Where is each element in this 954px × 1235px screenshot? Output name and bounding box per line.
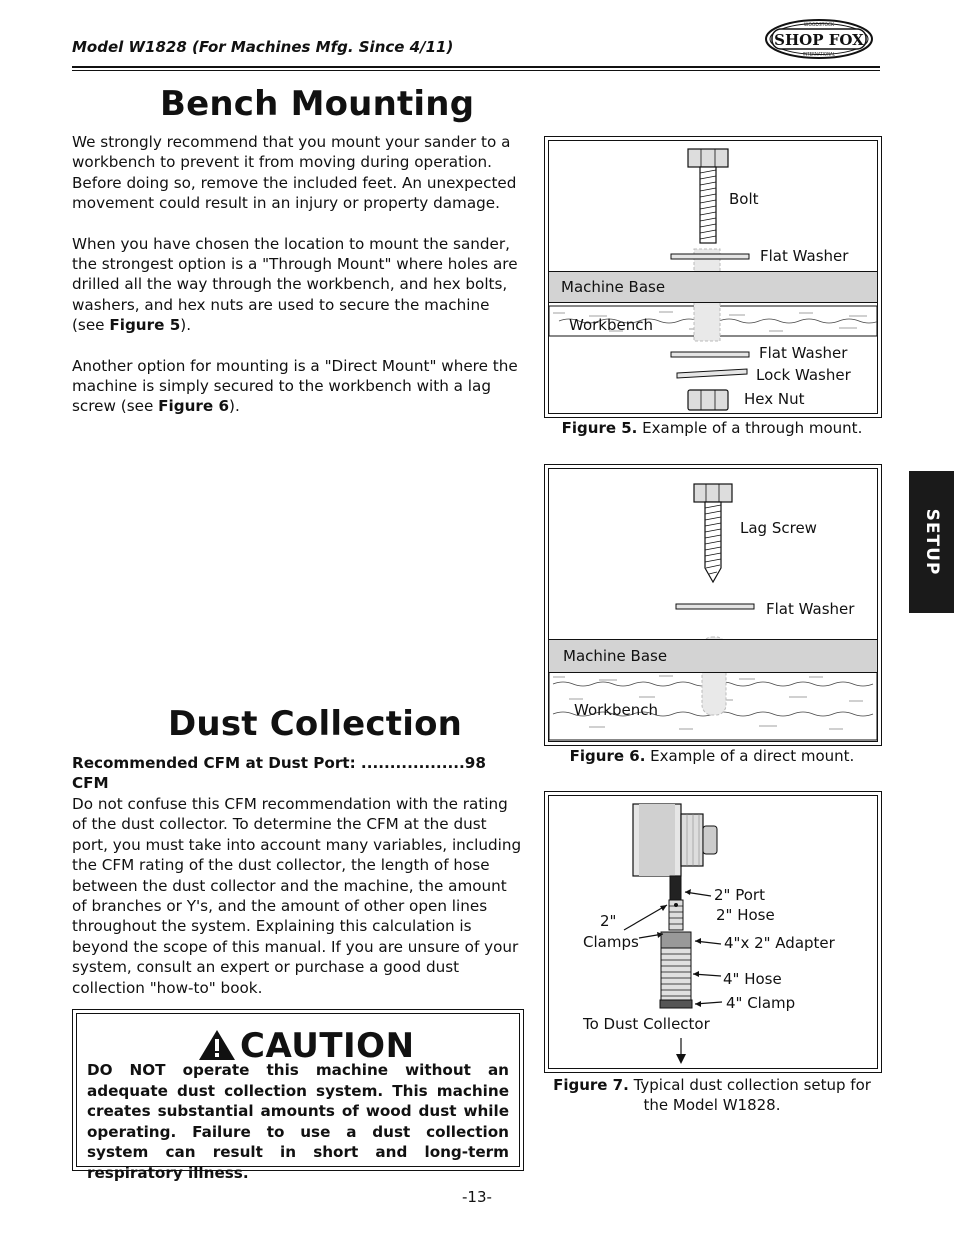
page-number: -13- (462, 1188, 492, 1206)
figure-6-caption: Figure 6. Example of a direct mount. (569, 747, 855, 765)
fig7-label-to-dust-collector: To Dust Collector (583, 1015, 710, 1033)
fig5-label-lock-washer: Lock Washer (756, 366, 851, 384)
bench-para-3: Another option for mounting is a "Direct Mount" where the machine is simply secured to the workbench with a lag screw (see Figure 6). (72, 356, 518, 416)
fig5-label-workbench: Workbench (569, 316, 653, 334)
figure-6-direct-mount (544, 464, 882, 746)
fig7-label-2in-hose: 2" Hose (716, 906, 775, 924)
fig7-label-2in-clamps-b: Clamps (583, 933, 639, 951)
figure-7-dust-setup (544, 791, 882, 1073)
bench-para-2: When you have chosen the location to mount the sander, the strongest option is a "Through Mount" where holes are drilled all the way through the workbench, and hex bolts, washers, and hex nuts are used to secure the machine (see Figure 5). (72, 234, 518, 335)
figure-6-reference: Figure 6 (158, 397, 230, 416)
header-model: Model W1828 (For Machines Mfg. Since 4/11) (72, 38, 454, 56)
figure-5-caption: Figure 5. Example of a through mount. (561, 419, 863, 437)
fig7-label-4in-clamp: 4" Clamp (726, 994, 796, 1012)
fig6-label-workbench: Workbench (574, 701, 658, 719)
header-rule (72, 66, 880, 68)
fig7-label-4in-hose: 4" Hose (723, 970, 782, 988)
fig6-label-lag-screw: Lag Screw (740, 519, 817, 537)
fig5-label-hex-nut: Hex Nut (744, 390, 805, 408)
caution-title: CAUTION (240, 1026, 415, 1066)
bench-para-1: We strongly recommend that you mount your sander to a workbench to prevent it from moving during operation. Before doing so, remove the included feet. An unexpected movement could result in an injury or property damage. (72, 133, 517, 213)
logo-small-bottom: INTERNATIONAL (802, 51, 836, 57)
fig6-label-machine-base: Machine Base (563, 647, 668, 665)
section-tab-label: SETUP (921, 508, 942, 576)
bench-mounting-body (72, 132, 526, 417)
fig5-label-flat-washer-bottom: Flat Washer (759, 344, 848, 362)
dust-collection-paragraph: Do not confuse this CFM recommendation with the rating of the dust collector. To determine the CFM at the dust port, you must take into account many variables, including the CFM rating of the dust collector, the length of hose between the dust collector and the machine, the amount of branches or Y's, and the amount of other open lines throughout the system. Explaining this calculation is beyond the scope of this manual. If you are unsure of your system, consult an expert or purchase a good dust collection "how-to" book. (72, 795, 522, 997)
caution-box (72, 1009, 524, 1182)
shop-fox-logo (764, 18, 874, 60)
figure-5-through-mount (544, 136, 882, 418)
fig7-label-2in-clamps-a: 2" (600, 912, 617, 930)
caution-text: DO NOT operate this machine without an adequate dust collection system. This machine creates substantial amounts of wood dust while operating. Failure to use a dust collection system can result in short and long-term respiratory illness. (87, 1061, 509, 1182)
dust-collection-heading: Dust Collection (168, 704, 463, 744)
fig7-label-adapter: 4"x 2" Adapter (724, 934, 835, 952)
figure-7-caption: Figure 7. Typical dust collection setup for the Model W1828. (553, 1076, 871, 1114)
fig6-label-flat-washer: Flat Washer (766, 600, 855, 618)
header-rule-thin (72, 70, 880, 71)
logo-text: SHOP FOX (774, 31, 864, 49)
cfm-recommendation: Recommended CFM at Dust Port: ..................98 CFM (72, 754, 486, 793)
warning-triangle-icon (197, 1028, 237, 1062)
section-tab-setup (909, 471, 954, 613)
fig5-label-machine-base: Machine Base (561, 278, 666, 296)
fig5-label-bolt: Bolt (729, 190, 759, 208)
figure-5-reference: Figure 5 (109, 316, 181, 335)
bench-mounting-heading: Bench Mounting (160, 84, 475, 124)
logo-small-top: WOODSTOCK (803, 23, 835, 28)
fig5-label-flat-washer-top: Flat Washer (760, 247, 849, 265)
fig7-label-2in-port: 2" Port (714, 886, 765, 904)
